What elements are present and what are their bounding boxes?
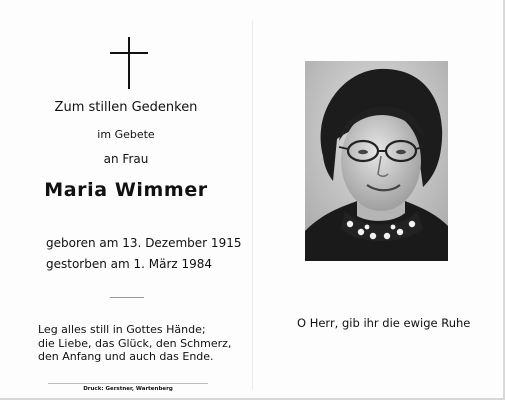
- death-date: gestorben am 1. März 1984: [46, 257, 213, 271]
- verse-line: den Anfang und auch das Ende.: [38, 350, 214, 363]
- verse-line: Leg alles still in Gottes Hände;: [38, 323, 206, 336]
- deceased-name: Maria Wimmer: [44, 179, 208, 201]
- verse: [38, 323, 231, 364]
- printer-credit: Druck: Gerstner, Wartenberg: [83, 386, 173, 392]
- prayer-intro: im Gebete: [97, 128, 155, 141]
- portrait-photo: [305, 61, 448, 261]
- salutation: an Frau: [103, 152, 149, 166]
- birth-date: geboren am 13. Dezember 1915: [46, 236, 242, 250]
- divider-line: [110, 297, 144, 298]
- verse-line: die Liebe, das Glück, den Schmerz,: [38, 336, 232, 350]
- memorial-heading: Zum stillen Gedenken: [54, 100, 198, 115]
- cross-icon: [110, 37, 150, 89]
- prayer-text: O Herr, gib ihr die ewige Ruhe: [297, 316, 471, 330]
- printer-rule: [48, 383, 208, 384]
- fold-line: [252, 20, 253, 390]
